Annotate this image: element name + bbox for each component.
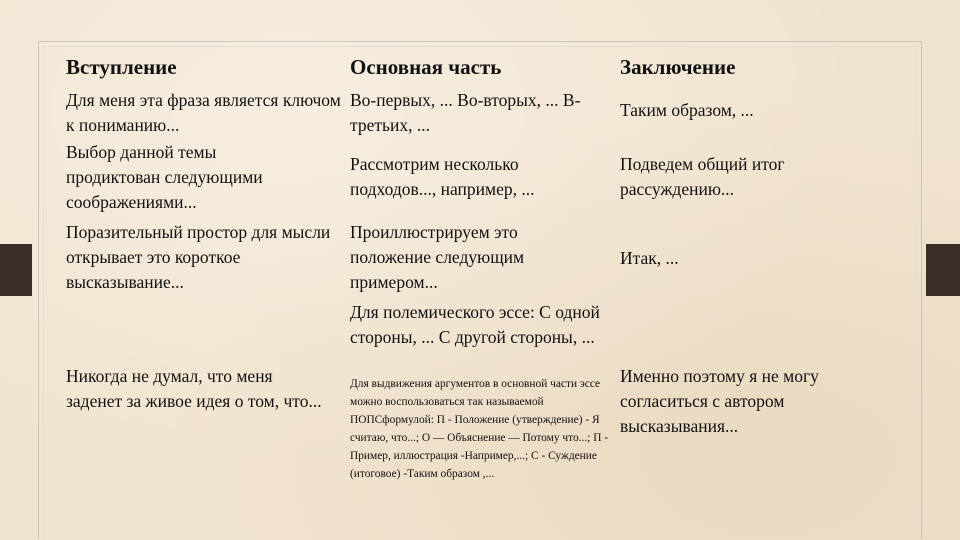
header-main: Основная часть xyxy=(350,55,502,79)
intro-phrase-1: Для меня эта фраза является ключом к пониманию... xyxy=(66,90,341,135)
conclusion-phrase-4: Именно поэтому я не могу согласиться с автором высказывания... xyxy=(620,366,819,436)
right-accent-bar xyxy=(926,244,960,296)
conclusion-phrase-3: Итак, ... xyxy=(620,248,679,268)
header-conclusion: Заключение xyxy=(620,55,736,79)
conclusion-phrase-1: Таким образом, ... xyxy=(620,100,754,120)
main-popsformula-note: Для выдвижения аргументов в основной части эссе можно воспользоваться так называемой ПОПСформулой: П - Положение (утверждение) - Я считаю, что...; О — Объяснение — Потому что...; П - Пример, иллюстрация -Например,...; С - Суждение (итоговое) -Таким образом ,... xyxy=(350,378,609,480)
left-accent-bar xyxy=(0,244,32,296)
conclusion-phrase-2: Подведем общий итог рассуждению... xyxy=(620,154,785,199)
main-phrase-1: Во-первых, ... Во-вторых, ... В-третьих, ... xyxy=(350,90,581,135)
main-phrase-4: Для полемического эссе: С одной стороны, ... С другой стороны, ... xyxy=(350,302,600,347)
header-intro: Вступление xyxy=(66,55,177,79)
intro-phrase-3: Поразительный простор для мысли открывает это короткое высказывание... xyxy=(66,222,331,292)
intro-phrase-2: Выбор данной темы продиктован следующими соображениями... xyxy=(66,142,263,212)
intro-phrase-4: Никогда не думал, что меня заденет за живое идея о том, что... xyxy=(66,366,322,411)
main-phrase-3: Проиллюстрируем это положение следующим примером... xyxy=(350,222,525,292)
main-phrase-2: Рассмотрим несколько подходов..., например, ... xyxy=(350,154,535,199)
